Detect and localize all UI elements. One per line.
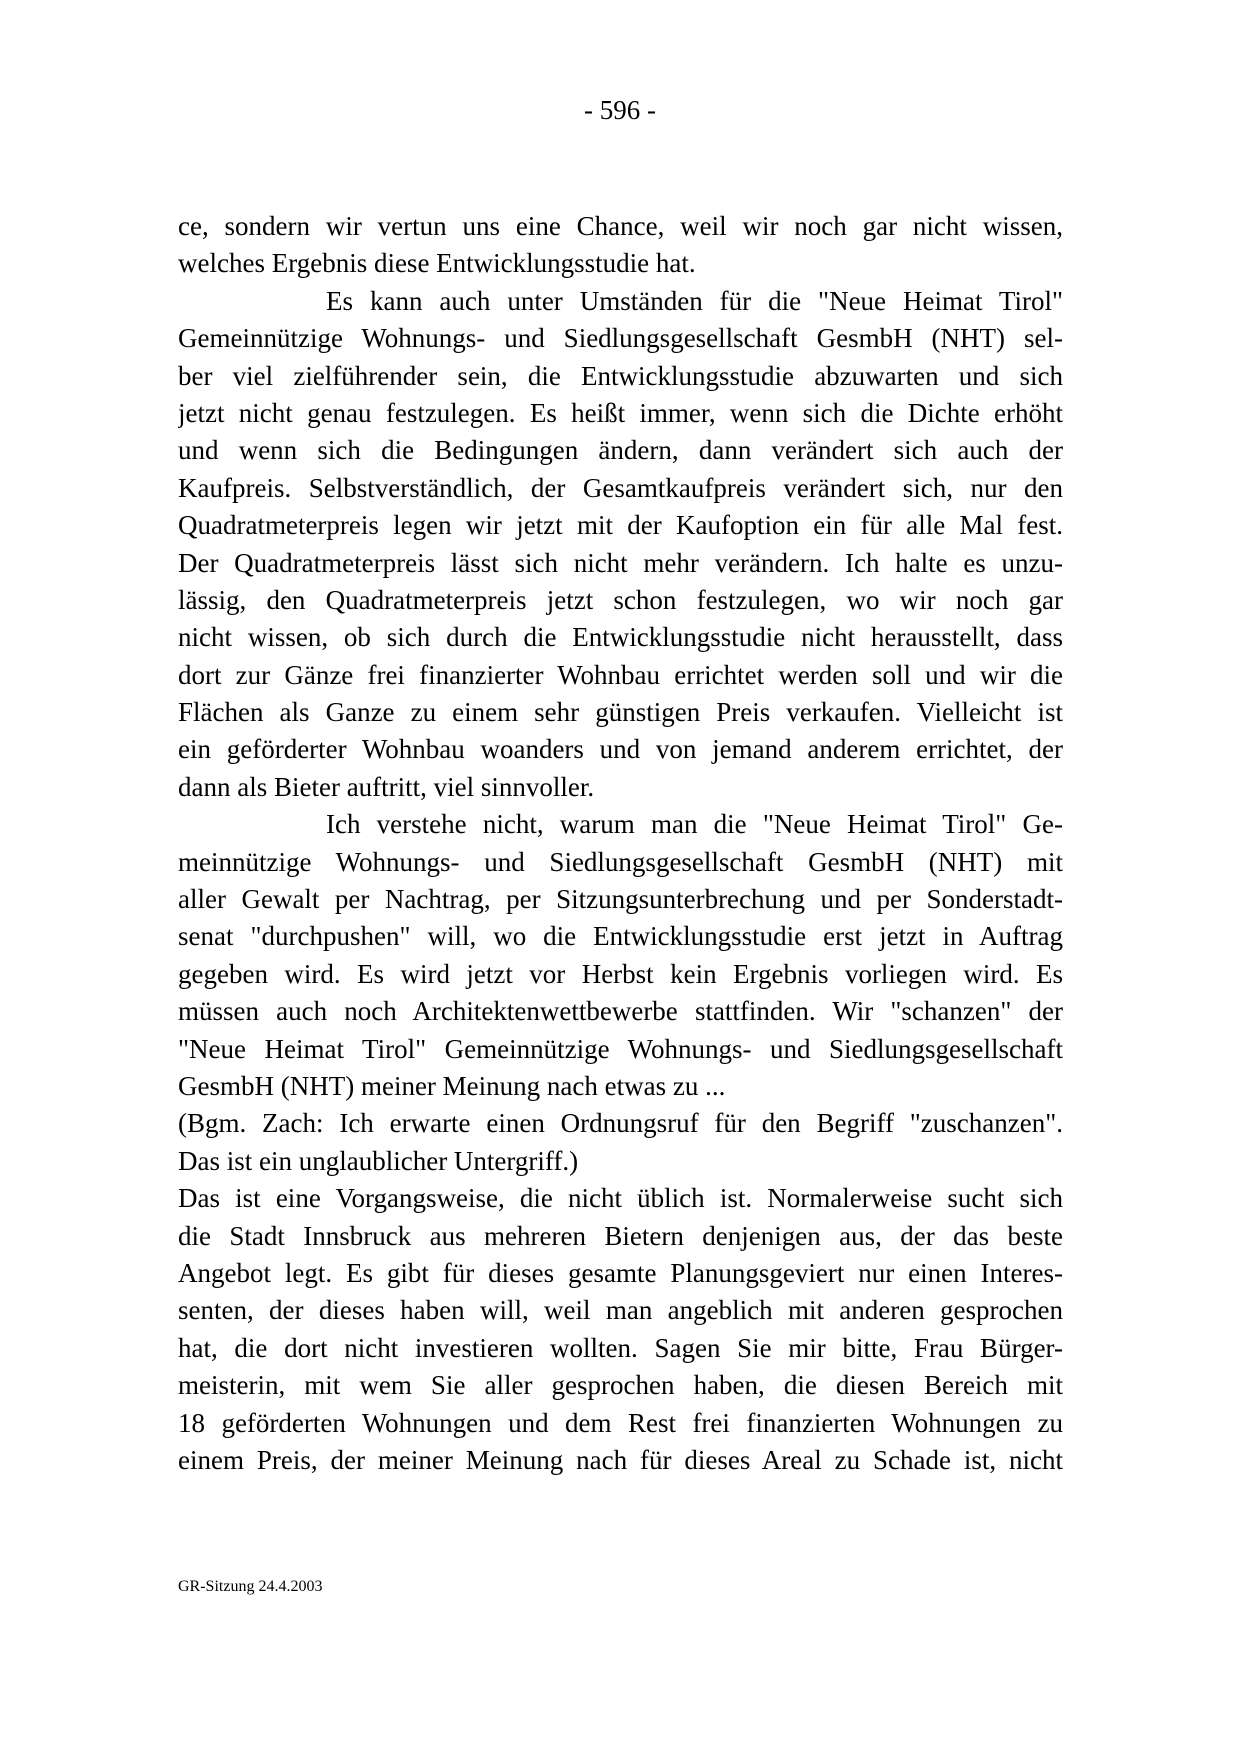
text-line: 18 geförderten Wohnungen und dem Rest frei finanzierten Wohnungen zu [178,1407,1063,1438]
text-line: aller Gewalt per Nachtrag, per Sitzungsunterbrechung und per Sonderstadt- [178,884,1063,915]
text-line: Der Quadratmeterpreis lässt sich nicht mehr verändern. Ich halte es unzu- [178,547,1063,578]
body-text [178,208,1063,1479]
text-line: "Neue Heimat Tirol" Gemeinnützige Wohnungs- und Siedlungsgesellschaft [178,1033,1063,1064]
text-line: senten, der dieses haben will, weil man angeblich mit anderen gesprochen [178,1295,1063,1326]
text-line: Gemeinnützige Wohnungs- und Siedlungsgesellschaft GesmbH (NHT) sel- [178,323,1063,354]
text-line: Kaufpreis. Selbstverständlich, der Gesamtkaufpreis verändert sich, nur den [178,472,1063,503]
paragraph [178,806,1063,1105]
text-line: jetzt nicht genau festzulegen. Es heißt immer, wenn sich die Dichte erhöht [178,397,1063,428]
footer: GR-Sitzung 24.4.2003 [178,1578,323,1595]
text-line: und wenn sich die Bedingungen ändern, dann verändert sich auch der [178,435,1063,466]
text-line: welches Ergebnis diese Entwicklungsstudie hat. [178,248,696,279]
paragraph [178,208,1063,283]
text-line: Flächen als Ganze zu einem sehr günstigen Preis verkaufen. Vielleicht ist [178,697,1063,728]
text-line: meisterin, mit wem Sie aller gesprochen haben, die diesen Bereich mit [178,1370,1063,1401]
page-number: - 596 - [584,95,656,125]
paragraph [178,1180,1063,1479]
text-line: Angebot legt. Es gibt für dieses gesamte Planungsgeviert nur einen Interes- [178,1257,1063,1288]
paragraph [178,283,1063,806]
text-line: lässig, den Quadratmeterpreis jetzt schon festzulegen, wo wir noch gar [178,584,1063,615]
text-line: senat "durchpushen" will, wo die Entwicklungsstudie erst jetzt in Auftrag [178,921,1063,952]
text-line: Es kann auch unter Umständen für die "Neue Heimat Tirol" [326,285,1063,316]
text-line: Das ist ein unglaublicher Untergriff.) [178,1145,579,1176]
text-line: hat, die dort nicht investieren wollten. Sagen Sie mir bitte, Frau Bürger- [178,1332,1063,1363]
text-line: meinnützige Wohnungs- und Siedlungsgesellschaft GesmbH (NHT) mit [178,846,1063,877]
text-line: müssen auch noch Architektenwettbewerbe stattfinden. Wir "schanzen" der [178,996,1063,1027]
text-line: einem Preis, der meiner Meinung nach für dieses Areal zu Schade ist, nicht [178,1444,1063,1475]
text-line: (Bgm. Zach: Ich erwarte einen Ordnungsruf für den Begriff "zuschanzen". [178,1108,1063,1139]
text-line: gegeben wird. Es wird jetzt vor Herbst kein Ergebnis vorliegen wird. Es [178,958,1063,989]
text-line: ber viel zielführender sein, die Entwicklungsstudie abzuwarten und sich [178,360,1063,391]
text-line: nicht wissen, ob sich durch die Entwicklungsstudie nicht herausstellt, dass [178,622,1063,653]
text-line: Das ist eine Vorgangsweise, die nicht üblich ist. Normalerweise sucht sich [178,1183,1063,1214]
text-line: GesmbH (NHT) meiner Meinung nach etwas zu ... [178,1070,726,1101]
text-line: ein geförderter Wohnbau woanders und von jemand anderem errichtet, der [178,734,1063,765]
text-line: Ich verstehe nicht, warum man die "Neue Heimat Tirol" Ge- [326,809,1063,840]
paragraph [178,1105,1063,1180]
text-line: die Stadt Innsbruck aus mehreren Bietern denjenigen aus, der das beste [178,1220,1063,1251]
text-line: dort zur Gänze frei finanzierter Wohnbau errichtet werden soll und wir die [178,659,1063,690]
text-line: Quadratmeterpreis legen wir jetzt mit der Kaufoption ein für alle Mal fest. [178,510,1063,541]
text-line: dann als Bieter auftritt, viel sinnvoller. [178,771,595,802]
text-line: ce, sondern wir vertun uns eine Chance, weil wir noch gar nicht wissen, [178,211,1063,241]
